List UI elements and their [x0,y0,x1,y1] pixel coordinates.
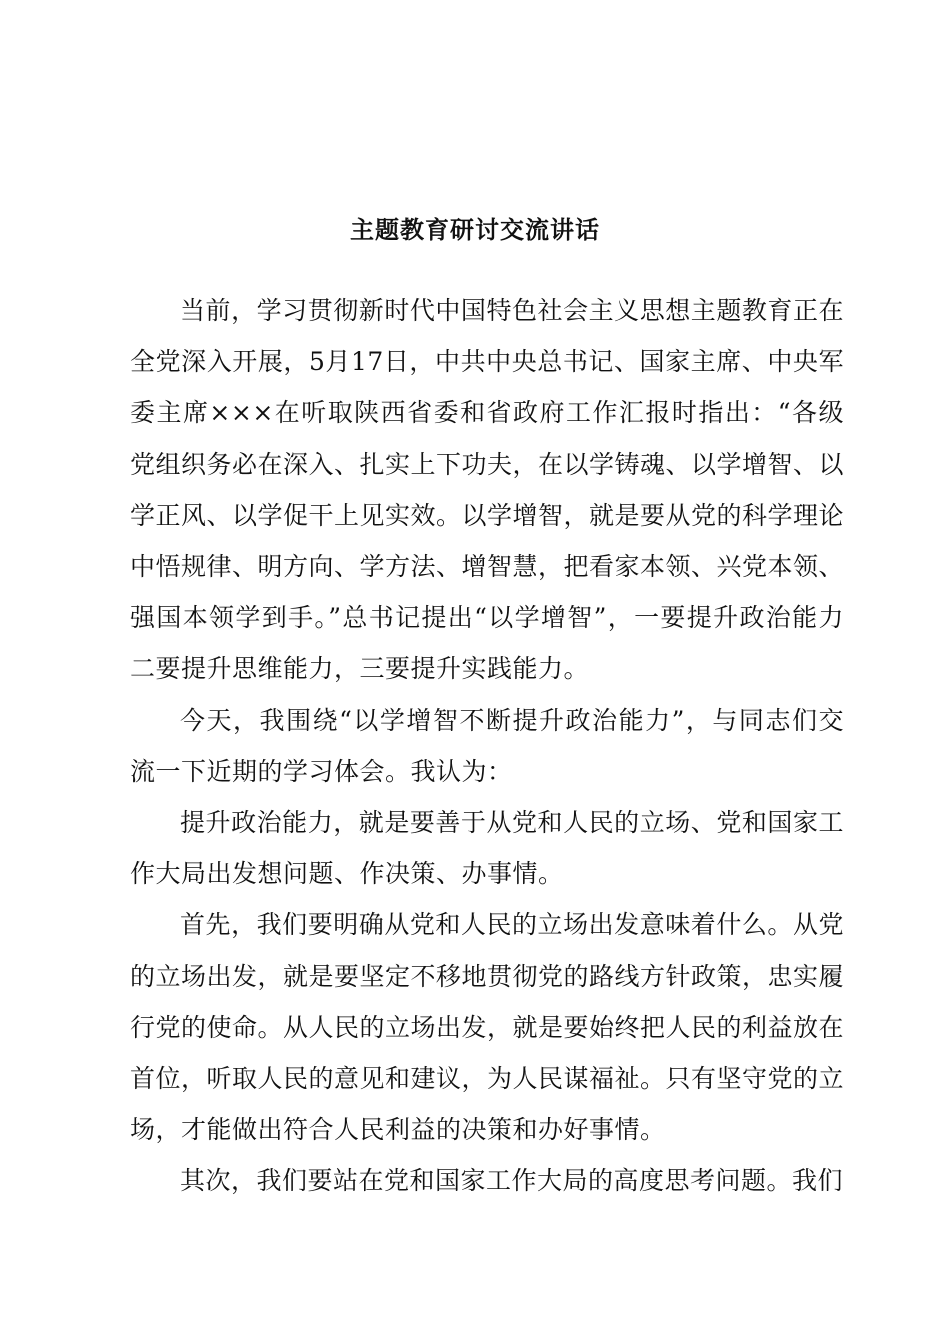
paragraph-5: 其次，我们要站在党和国家工作大局的高度思考问题。我们 [180,1166,844,1196]
document-body [130,285,844,1207]
paragraph-2: 今天，我围绕“以学增智不断提升政治能力”，与同志们交流一下近期的学习体会。我认为： [130,705,844,786]
document-title: 主题教育研讨交流讲话 [350,215,600,244]
paragraph-1: 当前，学习贯彻新时代中国特色社会主义思想主题教育正在全党深入开展，5月17日，中共中央总书记、国家主席、中央军委主席×××在听取陕西省委和省政府工作汇报时指出：“各级党组织务必在深入、扎实上下功夫，在以学铸魂、以学增智、以学正风、以学促干上见实效。以学增智，就是要从党的科学理论中悟规律、明方向、学方法、增智慧，把看家本领、兴党本领、强国本领学到手。”总书记提出“以学增智”，一要提升政治能力二要提升思维能力，三要提升实践能力。 [130,296,845,684]
paragraph-4: 首先，我们要明确从党和人民的立场出发意味着什么。从党的立场出发，就是要坚定不移地贯彻党的路线方针政策，忠实履行党的使命。从人民的立场出发，就是要始终把人民的利益放在首位，听取人民的意见和建议，为人民谋福祉。只有坚守党的立场，才能做出符合人民利益的决策和办好事情。 [130,910,845,1145]
paragraph-3: 提升政治能力，就是要善于从党和人民的立场、党和国家工作大局出发想问题、作决策、办事情。 [130,808,844,889]
